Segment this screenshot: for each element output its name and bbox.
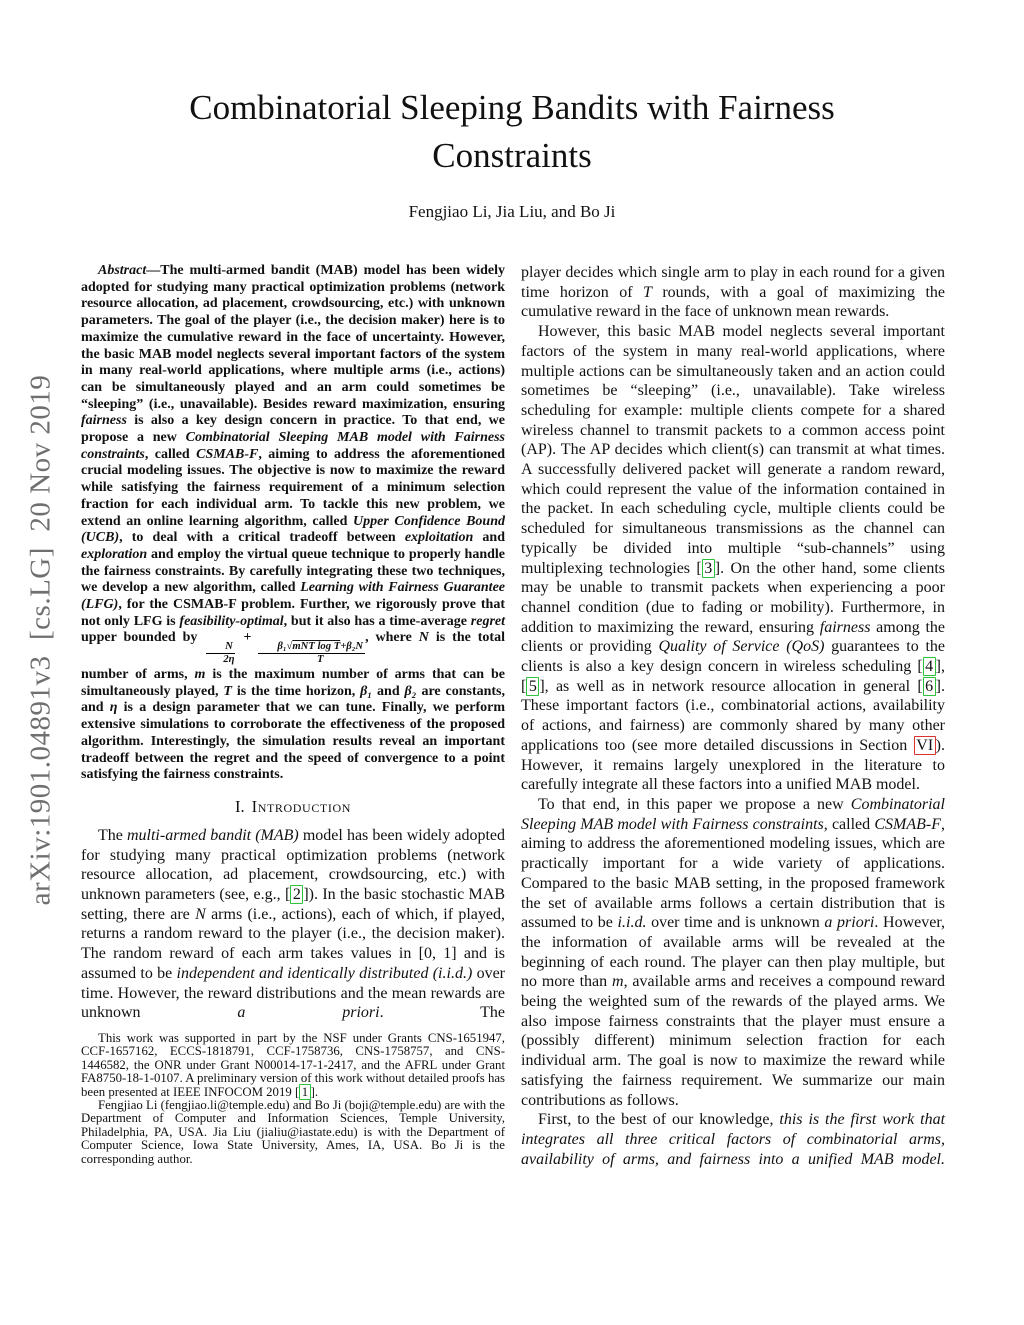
authors-line: Fengjiao Li, Jia Liu, and Bo Ji: [408, 202, 616, 221]
citation-ref-link[interactable]: 5: [526, 677, 539, 696]
section-title: Introduction: [251, 796, 351, 816]
left-column: [81, 263, 505, 1166]
footnote-funding: This work was supported in part by the NSF under Grants CNS-1651947, CCF-1657162, ECCS-1818791, CCF-1758736, CNS-1758757, and CNS-1446582, the ONR under Grant N00014-17-1-2417, and the AFRL under Grant FA8750-18-1-0107. A preliminary version of this work without detailed proofs has been presented at IEEE INFOCOM 2019 [ 1 ].: [81, 1030, 505, 1099]
section-heading-introduction: [81, 797, 505, 817]
paragraph-csmabf-proposal: To that end, in this paper we propose a new Combinatorial Sleeping MAB model with Fairness constraints, called CSMAB-F, aiming to address the aforementioned modeling issues, which are practically important for a wide variety of applications. Compared to the basic MAB setting, in the proposed framework the set of available arms follows a certain distribution that is assumed to be i.i.d. over time and is unknown a priori. However, the information of available arms will be revealed at the beginning of each round. The player can then play multiple, but no more than m, available arms and receives a compound reward being the weighted sum of the rewards of the played arms. We also impose fairness constraints that the player must ensure a (possibly different) minimum selection fraction for each individual arm. The goal is now to maximize the reward while satisfying the fairness requirement. We summarize our main contributions as follows.: [521, 795, 946, 1109]
footnote-block: [81, 1032, 505, 1166]
paragraph-continuation: player decides which single arm to play in each round for a given time horizon of T rounds, with a goal of maximizing the cumulative reward in the face of unknown mean rewards.: [521, 264, 946, 321]
section-number: I.: [235, 796, 245, 816]
citation-ref-link[interactable]: 2: [290, 885, 303, 904]
citation-ref-link[interactable]: 3: [702, 559, 715, 578]
right-column: [521, 263, 945, 1169]
paper-title: Combinatorial Sleeping Bandits with Fairness Constraints: [189, 88, 835, 175]
abstract-paragraph: Abstract—The multi-armed bandit (MAB) model has been widely adopted for studying many practical optimization problems (network resource allocation, ad placement, crowdsourcing, etc.) with unknown parameters. The goal of the player (i.e., the decision maker) here is to maximize the cumulative reward in the face of uncertainty. However, the basic MAB model neglects several important factors of the system in many real-world applications, where multiple arms (i.e., actions) can be simultaneously played and an arm could sometimes be “sleeping” (i.e., unavailable). Besides reward maximization, ensuring fairness is also a key design concern in practice. To that end, we propose a new Combinatorial Sleeping MAB model with Fairness constraints, called CSMAB-F, aiming to address the aforementioned crucial modeling issues. The objective is now to maximize the reward while satisfying the fairness requirement of a minimum selection fraction for each individual arm. To tackle this new problem, we extend an online learning algorithm, called Upper Confidence Bound (UCB), to deal with a critical tradeoff between exploitation and exploration and employ the virtual queue technique to properly handle the fairness constraints. By carefully integrating these two techniques, we develop a new algorithm, called Learning with Fairness Guarantee (LFG), for the CSMAB-F problem. Further, we rigorously prove that not only LFG is feasibility-optimal, but it also has a time-average regret upper bounded by $\frac{N}{2\eta}$ + $\frac{\text{β₁√mNT log T+β₂N}}{T}$ , where N is the total number of arms, m is the maximum number of arms that can be simultaneously played, T is the time horizon, β₁ and β₂ are constants, and η is a design parameter that we can tune. Finally, we perform extensive simulations to corroborate the effectiveness of the proposed algorithm. Interestingly, the simulation results reveal an important tradeoff between the regret and the speed of convergence to a point satisfying the fairness constraints.: [81, 263, 506, 783]
citation-ref-link[interactable]: 4: [923, 657, 936, 676]
section-ref-link[interactable]: VI: [914, 736, 936, 755]
paragraph-first-contribution: First, to the best of our knowledge, this is the first work that integrates all three critical factors of combinatorial arms, availability of arms, and fairness into a unified MAB model.: [521, 1111, 946, 1168]
formula-fraction: $\frac{N}{2\eta}$: [204, 641, 236, 667]
intro-paragraph: The multi-armed bandit (MAB) model has been widely adopted for studying many practical optimization problems (network resource allocation, ad placement, crowdsourcing, etc.) with unknown parameters (see, e.g., [ 2 ]). In the basic stochastic MAB setting, there are N arms (i.e., actions), each of which, if played, returns a random reward to the player (i.e., the decision maker). The random reward of each arm takes values in [0, 1] and is assumed to be independent and identically distributed (i.i.d.) over time. However, the reward distributions and the mean rewards are unknown a priori. The: [81, 826, 506, 1022]
arxiv-watermark: arXiv:1901.04891v3 [cs.LG] 20 Nov 2019: [24, 374, 57, 906]
citation-ref-link[interactable]: 1: [299, 1084, 310, 1100]
footnote-affiliations: Fengjiao Li (fengjiao.li@temple.edu) and Bo Ji (boji@temple.edu) are with the Department of Computer and Information Sciences, Temple University, Philadelphia, PA, USA. Jia Liu (jialiu@iastate.edu) is with the Department of Computer Science, Iowa State University, Ames, IA, USA. Bo Ji is the corresponding author.: [81, 1097, 505, 1166]
formula-fraction: $\frac{\text{β₁√mNT log T+β₂N}}{T}$: [258, 641, 365, 667]
paragraph-wireless-example: However, this basic MAB model neglects several important factors of the system in many real-world applications, where multiple actions can be simultaneously taken and an action could sometimes be “sleeping” (i.e., unavailable). Take wireless scheduling for example: multiple clients compete for a shared wireless channel to transmit packets to a common access point (AP). The AP decides which client(s) can transmit at what times. A successfully delivered packet will generate a random reward, which could represent the value of the information contained in the packet. In each scheduling cycle, multiple clients could be scheduled for simultaneous transmissions as the channel can typically be divided into multiple “sub-channels” using multiplexing technologies [ 3 ]. On the other hand, some clients may be unable to transmit packets when experiencing a poor channel condition (due to fading or mobility). Furthermore, in addition to maximizing the reward, ensuring fairness among the clients or providing Quality of Service (QoS) guarantees to the clients is also a key design concern in wireless scheduling [ 4 ], [ 5 ], as well as in network resource allocation in general [ 6 ]. These important factors (i.e., combinatorial actions, availability of actions, and fairness) are commonly shared by many other applications too (see more detailed discussions in Section VI ). However, it remains largely unexplored in the literature to carefully integrate all these factors into a unified MAB model.: [521, 323, 946, 794]
citation-ref-link[interactable]: 6: [923, 677, 936, 696]
